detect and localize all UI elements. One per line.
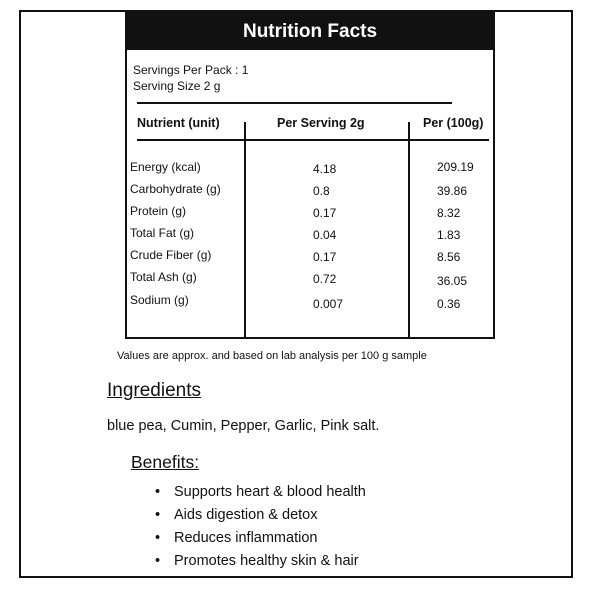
column-header-per-serving: Per Serving 2g <box>277 116 365 130</box>
per-serving-value: 0.17 <box>313 250 337 264</box>
table-row <box>127 226 493 244</box>
ingredients-text: blue pea, Cumin, Pepper, Garlic, Pink salt. <box>107 418 380 434</box>
per-serving-value: 0.8 <box>313 184 330 198</box>
header-divider <box>137 102 452 104</box>
per-100g-value: 209.19 <box>437 160 474 174</box>
table-row <box>127 293 493 311</box>
benefits-heading: Benefits: <box>131 452 200 472</box>
per-serving-value: 4.18 <box>313 162 337 176</box>
nutrition-facts-title: Nutrition Facts <box>127 14 493 50</box>
column-header-per-100g: Per (100g) <box>423 116 484 130</box>
nutrient-name: Carbohydrate (g) <box>130 182 221 196</box>
per-serving-value: 0.17 <box>313 206 337 220</box>
nutrient-name: Crude Fiber (g) <box>130 248 212 262</box>
table-row <box>127 204 493 222</box>
nutrition-facts-panel <box>125 12 495 339</box>
column-header-underline <box>137 139 247 141</box>
per-100g-value: 39.86 <box>437 184 468 198</box>
servings-per-pack: Servings Per Pack : 1 <box>133 63 249 77</box>
nutrient-name: Protein (g) <box>130 204 187 218</box>
benefit-item: • Reduces inflammation <box>155 527 366 550</box>
nutrient-name: Sodium (g) <box>130 293 189 307</box>
per-serving-value: 0.72 <box>313 272 337 286</box>
per-100g-value: 0.36 <box>437 297 461 311</box>
column-header-underline <box>409 139 489 141</box>
disclaimer-note: Values are approx. and based on lab analysis per 100 g sample <box>117 350 427 362</box>
column-header-nutrient: Nutrient (unit) <box>137 116 220 130</box>
per-serving-value: 0.04 <box>313 228 337 242</box>
column-header-underline <box>245 139 409 141</box>
per-100g-value: 36.05 <box>437 274 468 288</box>
per-serving-value: 0.007 <box>313 297 344 311</box>
per-100g-value: 1.83 <box>437 228 461 242</box>
per-100g-value: 8.32 <box>437 206 461 220</box>
table-row <box>127 270 493 288</box>
benefit-item: • Promotes healthy skin & hair <box>155 550 366 573</box>
table-row <box>127 182 493 200</box>
benefits-list <box>155 481 366 573</box>
table-row <box>127 160 493 178</box>
nutrient-name: Energy (kcal) <box>130 160 201 174</box>
benefit-item: • Supports heart & blood health <box>155 481 366 504</box>
nutrient-name: Total Ash (g) <box>130 270 197 284</box>
serving-size: Serving Size 2 g <box>133 79 221 93</box>
nutrient-name: Total Fat (g) <box>130 226 195 240</box>
table-row <box>127 248 493 266</box>
ingredients-heading: Ingredients <box>107 380 202 401</box>
benefit-item: • Aids digestion & detox <box>155 504 366 527</box>
per-100g-value: 8.56 <box>437 250 461 264</box>
